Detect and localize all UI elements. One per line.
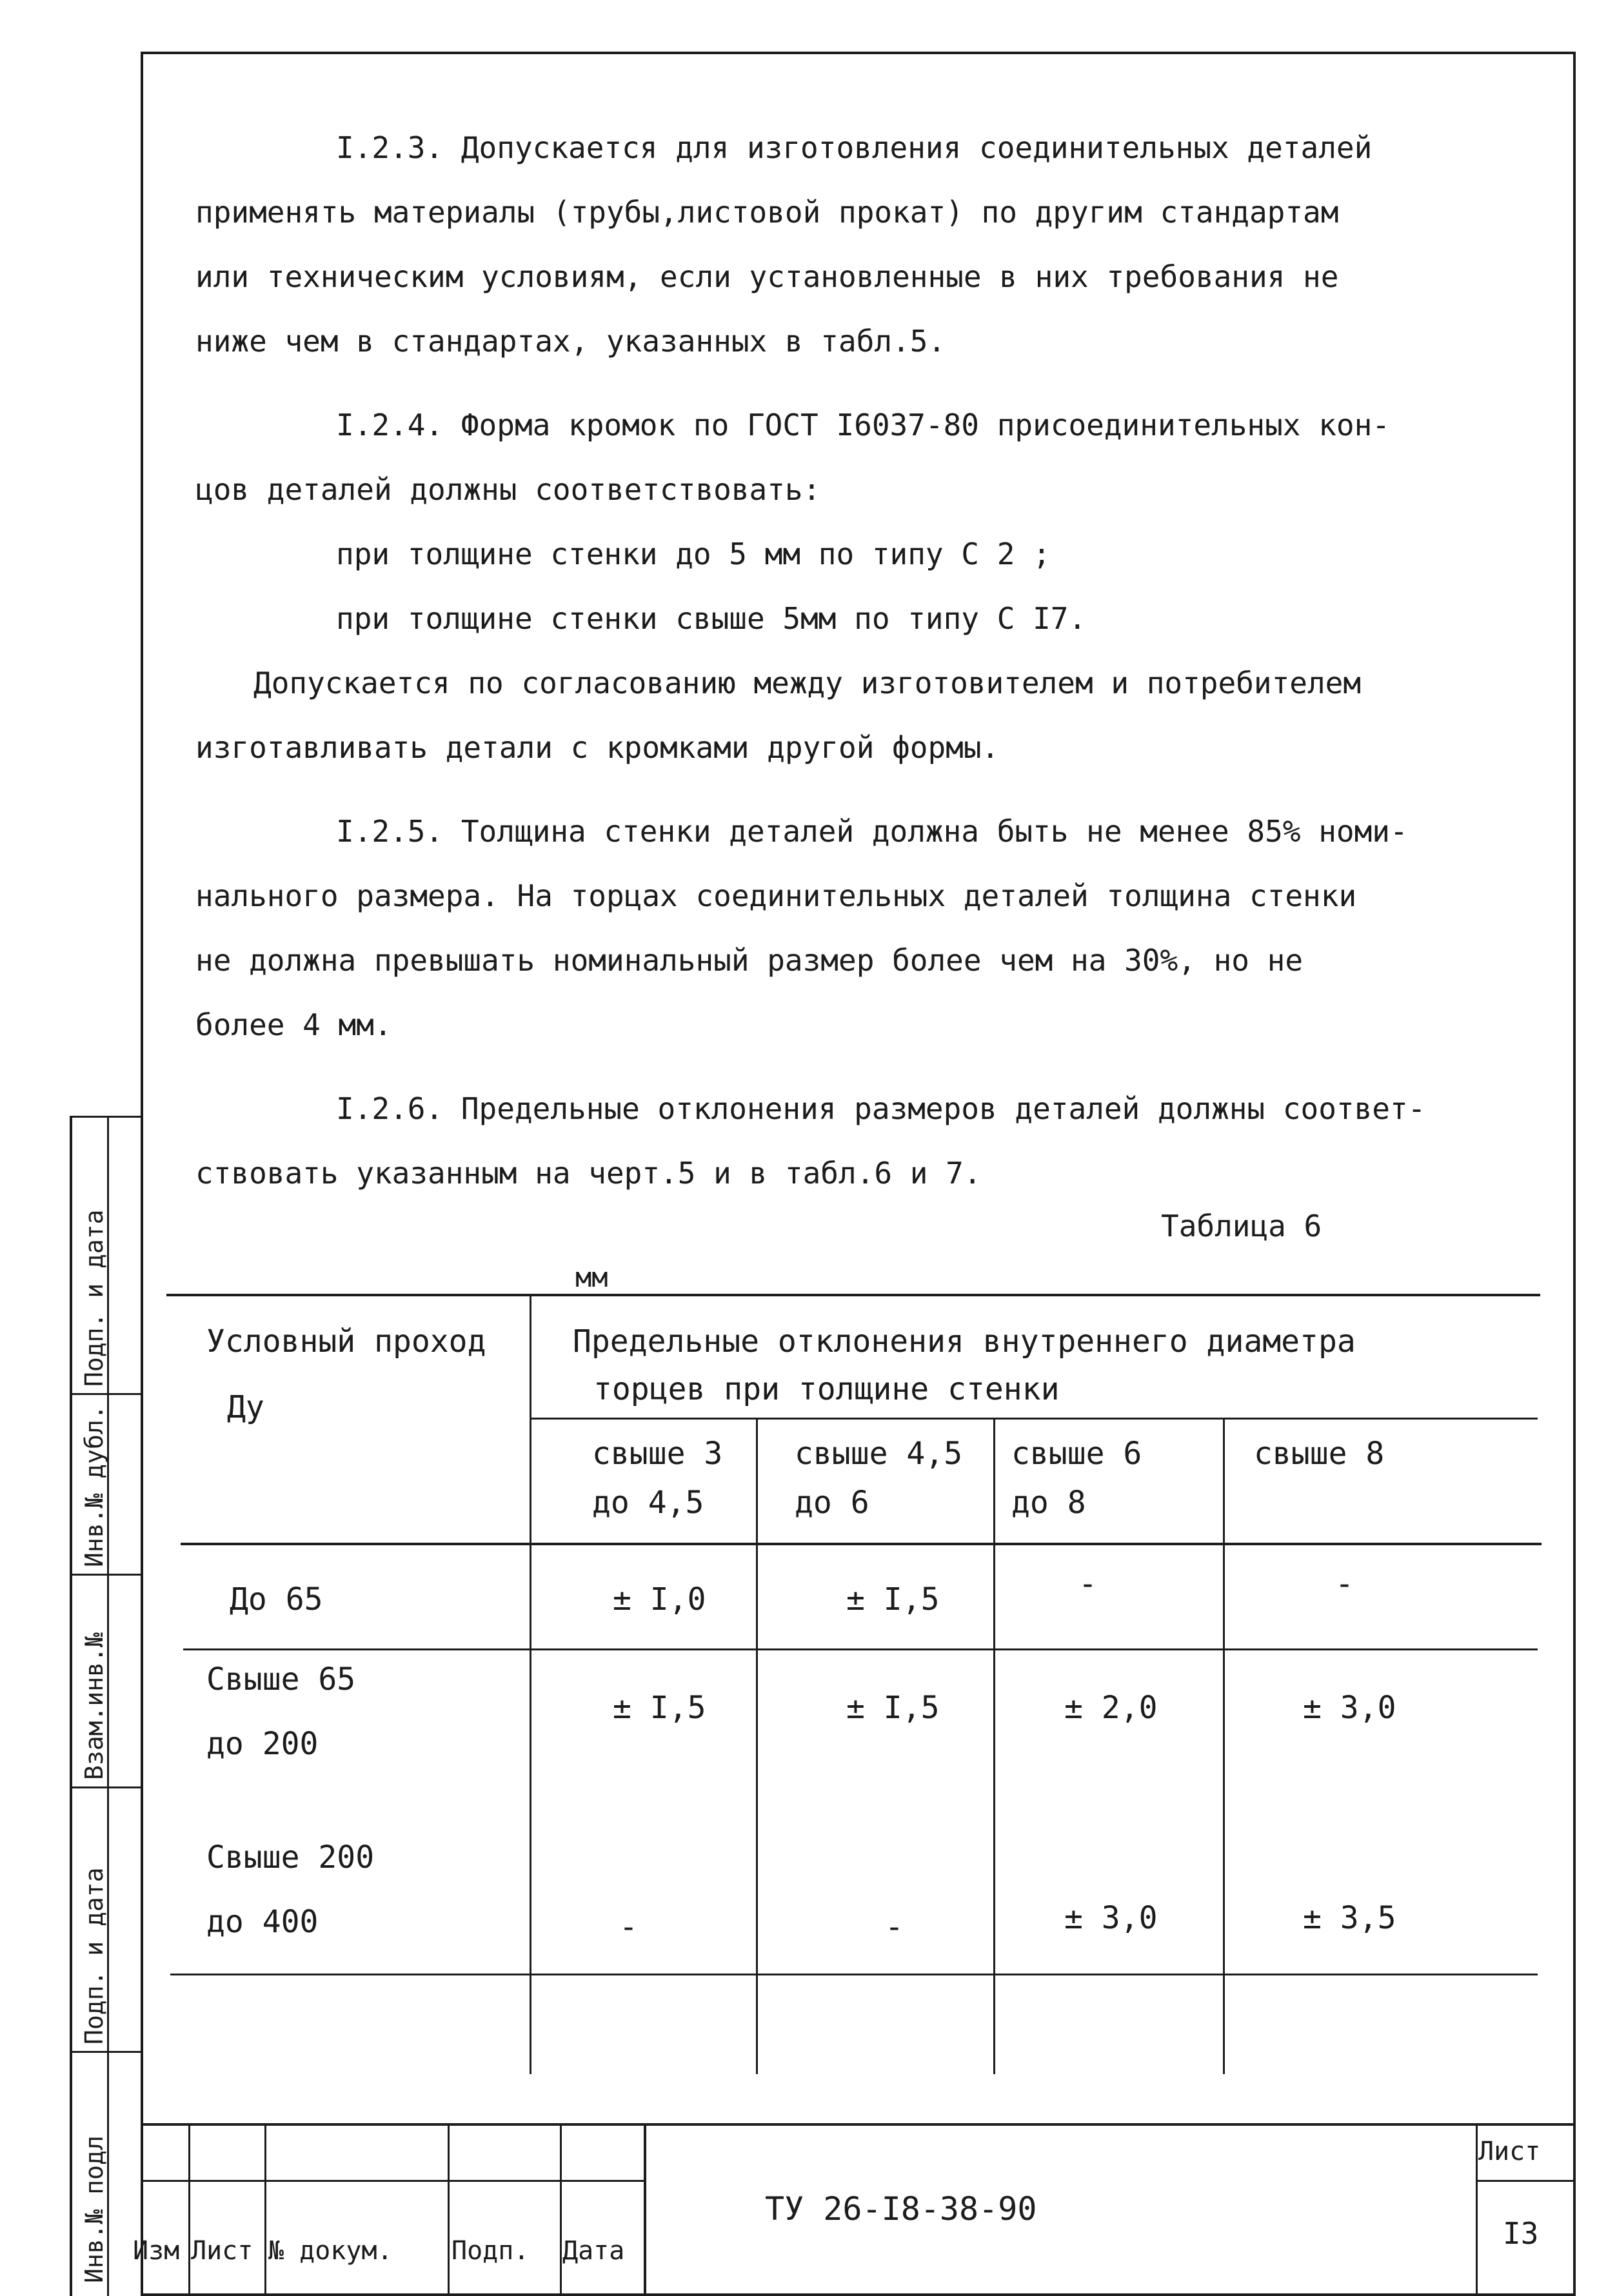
para-2-line-6: изготавливать детали с кромками другой формы.: [195, 730, 1000, 765]
subheader-3a: свыше 6: [1011, 1436, 1142, 1472]
table-col-rule-3: [993, 1418, 995, 2074]
tb-col-rule-5: [644, 2123, 646, 2296]
side-label-inv-podl: Инв.№ подл: [80, 2135, 108, 2283]
row-3-val-1: -: [619, 1909, 638, 1945]
row-3-val-3: ± 3,0: [1064, 1900, 1158, 1936]
side-stamp-rule-2: [70, 1393, 142, 1395]
col-header-ny-2: Ду: [227, 1389, 264, 1425]
row-3-val-4: ± 3,5: [1303, 1900, 1396, 1936]
tb-col-podp: Подп.: [451, 2236, 530, 2266]
para-2-line-4: при толщине стенки свыше 5мм по типу С I7.: [336, 601, 1087, 636]
para-1-line-2: применять материалы (трубы,листовой прокат) по другим стандартам: [195, 195, 1339, 230]
table-unit: мм: [575, 1262, 608, 1293]
para-2-line-5: Допускается по согласованию между изготовителем и потребителем: [253, 666, 1362, 700]
group-header-1: Предельные отклонения внутреннего диаметра: [573, 1323, 1356, 1360]
subheader-1a: свыше 3: [592, 1436, 723, 1472]
tb-col-rule-3: [448, 2123, 450, 2296]
doc-designation: ТУ 26-I8-38-90: [765, 2190, 1037, 2228]
tb-col-rule-2: [264, 2123, 266, 2296]
para-4-line-2: ствовать указанным на черт.5 и в табл.6 и 7.: [195, 1156, 982, 1191]
table-row-rule-1: [183, 1648, 1538, 1650]
para-2-line-1: I.2.4. Форма кромок по ГОСТ I6037-80 присоединительных кон-: [336, 408, 1390, 442]
para-4-line-1: I.2.6. Предельные отклонения размеров деталей должны соответ-: [336, 1091, 1426, 1126]
table-caption: Таблица 6: [1161, 1209, 1322, 1243]
row-3-label-1: Свыше 200: [206, 1839, 375, 1875]
para-2-line-3: при толщине стенки до 5 мм по типу С 2 ;: [336, 537, 1051, 571]
row-1-val-4: -: [1335, 1566, 1354, 1602]
tb-col-izm: Изм: [133, 2236, 180, 2266]
subheader-3b: до 8: [1011, 1485, 1086, 1521]
row-2-label-1: Свыше 65: [206, 1661, 356, 1697]
sheet-number: I3: [1503, 2216, 1539, 2251]
row-3-val-2: -: [885, 1909, 904, 1945]
subheader-2b: до 6: [795, 1485, 869, 1521]
row-1-val-2: ± I,5: [846, 1581, 940, 1618]
title-block-sheet-rule: [1476, 2180, 1576, 2182]
table-header-rule: [181, 1543, 1542, 1545]
side-label-inv-dubl: Инв.№ дубл.: [80, 1405, 108, 1567]
row-2-val-4: ± 3,0: [1303, 1690, 1396, 1726]
para-3-line-1: I.2.5. Толщина стенки деталей должна быть не менее 85% номи-: [336, 814, 1408, 849]
subheader-4a: свыше 8: [1254, 1436, 1385, 1472]
para-1-line-1: I.2.3. Допускается для изготовления соединительных деталей: [336, 130, 1373, 165]
tb-col-list: Лист: [191, 2236, 253, 2266]
tb-col-rule-4: [560, 2123, 562, 2296]
table-row-rule-2: [170, 1974, 1538, 1975]
para-3-line-4: более 4 мм.: [195, 1007, 392, 1042]
side-label-podp-data-1: Подп. и дата: [80, 1867, 108, 2044]
para-1-line-4: ниже чем в стандартах, указанных в табл.5.: [195, 324, 946, 359]
sheet-label: Лист: [1478, 2137, 1541, 2166]
group-header-2: торцев при толщине стенки: [593, 1371, 1060, 1407]
row-2-val-1: ± I,5: [613, 1690, 706, 1726]
side-stamp-rule-5: [70, 2051, 142, 2053]
side-stamp-rule-4: [70, 1786, 142, 1788]
side-stamp-rule-3: [70, 1574, 142, 1576]
tb-col-rule-6: [1476, 2123, 1478, 2296]
row-2-val-2: ± I,5: [846, 1690, 940, 1726]
para-1-line-3: или техническим условиям, если установленные в них требования не: [195, 259, 1339, 294]
table-top-rule: [166, 1294, 1540, 1296]
para-2-line-2: цов деталей должны соответствовать:: [195, 472, 821, 507]
tb-col-rule-1: [188, 2123, 190, 2296]
para-3-line-2: нального размера. На торцах соединительных деталей толщина стенки: [195, 878, 1357, 913]
side-stamp-rule-1: [70, 1116, 142, 1118]
para-3-line-3: не должна превышать номинальный размер более чем на 30%, но не: [195, 943, 1304, 978]
tb-col-data: Дата: [562, 2236, 625, 2266]
side-stamp-outer-line: [70, 1116, 72, 2296]
subheader-2a: свыше 4,5: [795, 1436, 963, 1472]
col-header-ny-1: Условный проход: [206, 1323, 486, 1360]
row-1-val-3: -: [1078, 1566, 1097, 1602]
table-col-rule-1: [530, 1294, 531, 2074]
side-label-podp-data-2: Подп. и дата: [80, 1209, 108, 1387]
row-2-label-2: до 200: [206, 1726, 319, 1762]
row-1-val-1: ± I,0: [613, 1581, 706, 1618]
table-group-rule: [531, 1418, 1538, 1420]
title-block-mid-rule: [141, 2180, 644, 2182]
table-col-rule-2: [756, 1418, 758, 2074]
row-1-label: До 65: [230, 1581, 323, 1618]
side-label-vzam-inv: Взам.инв.№: [80, 1632, 108, 1780]
row-2-val-3: ± 2,0: [1064, 1690, 1158, 1726]
row-3-label-2: до 400: [206, 1904, 319, 1940]
subheader-1b: до 4,5: [592, 1485, 704, 1521]
title-block-top-rule: [141, 2123, 1576, 2126]
table-col-rule-4: [1223, 1418, 1225, 2074]
tb-col-dokum: № докум.: [268, 2236, 393, 2266]
